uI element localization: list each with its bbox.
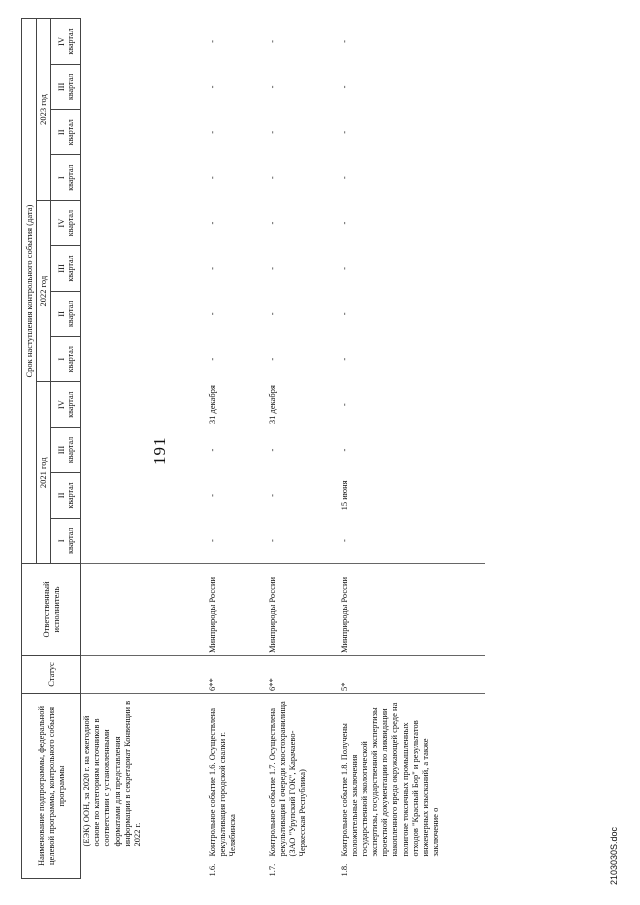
quarter-number: III [55, 82, 66, 92]
quarter-cell: - [266, 40, 277, 43]
header-quarter [51, 200, 81, 245]
row-number: 1.8. [338, 863, 349, 877]
event-name: Контрольное событие 1.8. Получены положительные заключения государственной экологической экспертизы, государственной экспертизы проектной документации по ликвидации накопленного вреда окружающей среде на полигоне токсичных промышленных отходов "Красный Бор" и результатов инженерных изысканий, а также заключение о [335, 694, 485, 859]
header-year: 2021 год [37, 382, 51, 564]
header-quarter [51, 518, 81, 563]
quarter-cell: - [266, 221, 277, 225]
quarter-cell: 31 декабря [266, 385, 277, 425]
quarter-word: квартал [65, 436, 75, 464]
event-status [81, 656, 203, 694]
quarter-cell: - [266, 312, 277, 316]
quarter-cell: - [206, 40, 217, 43]
quarter-cell [81, 382, 203, 427]
header-quarter [51, 64, 81, 109]
quarter-cell: - [266, 448, 277, 452]
quarter-cell: - [206, 312, 217, 316]
header-quarter [51, 291, 81, 336]
header-name: Наименование подпрограммы, федеральной целевой программы, контрольного события программы [22, 694, 81, 879]
quarter-word: квартал [65, 391, 75, 418]
quarter-number: I [55, 176, 66, 180]
quarter-cell: - [266, 357, 277, 361]
responsible-executor: Минприроды России [203, 564, 263, 656]
quarter-cell: - [206, 267, 217, 270]
quarter-cell: - [338, 448, 349, 452]
quarter-cell: - [338, 85, 349, 89]
responsible-executor [81, 564, 203, 656]
table-row [81, 19, 203, 879]
quarter-number: IV [55, 218, 66, 228]
quarter-cell: - [266, 494, 277, 497]
header-quarter [51, 427, 81, 472]
event-name: Контрольное событие 1.7. Осуществлена рекультивация I очереди хвостохранилища (ЗАО "Урупский ГОК", Карачаево-Черкесская Республика) [263, 694, 335, 859]
quarter-word: квартал [65, 255, 75, 282]
quarter-cell: - [338, 130, 349, 134]
row-number [81, 859, 203, 879]
quarter-cell [81, 473, 203, 518]
quarter-cell [81, 337, 203, 382]
quarter-cell: - [338, 357, 349, 361]
header-quarter [51, 473, 81, 518]
header-quarter [51, 19, 81, 64]
quarter-word: квартал [65, 209, 75, 237]
quarter-cell [81, 64, 203, 109]
quarter-cell [81, 200, 203, 245]
quarter-cell: 31 декабря [206, 385, 217, 425]
event-status: 6** [203, 656, 263, 694]
row-number: 1.6. [206, 863, 217, 877]
quarter-number: II [55, 129, 66, 136]
header-quarter [51, 246, 81, 291]
quarter-number: II [55, 492, 66, 499]
event-status: 6** [263, 656, 335, 694]
quarter-cell: - [206, 221, 217, 225]
event-name: (ЕЭК) ООН, за 2020 г. на ежегодной основе по категориям источников в соответствии с установленными форматами для представления информации в секретариат Конвенции в 2022 г. [81, 694, 203, 859]
quarter-cell: - [266, 85, 277, 89]
responsible-executor: Минприроды России [335, 564, 485, 656]
quarter-cell [81, 155, 203, 200]
quarter-word: квартал [65, 527, 75, 554]
control-events-table [21, 18, 485, 879]
quarter-number: III [55, 445, 66, 455]
quarter-cell: - [338, 40, 349, 43]
quarter-cell: - [338, 176, 349, 180]
quarter-cell: - [266, 539, 277, 542]
quarter-cell: - [206, 539, 217, 542]
quarter-cell [81, 518, 203, 563]
header-year: 2023 год [37, 19, 51, 201]
quarter-cell: 15 июня [338, 480, 349, 511]
page-number: 191 [150, 436, 169, 465]
quarter-cell: - [338, 539, 349, 542]
quarter-cell: - [266, 267, 277, 270]
quarter-cell: - [338, 403, 349, 407]
quarter-cell [81, 110, 203, 155]
header-quarter [51, 337, 81, 382]
quarter-word: квартал [65, 28, 75, 55]
quarter-word: квартал [65, 164, 75, 191]
event-name: Контрольное событие 1.6. Осуществлена рекультивация городской свалки г. Челябинска [203, 694, 263, 859]
quarter-word: квартал [65, 482, 75, 509]
quarter-cell: - [266, 130, 277, 134]
quarter-cell: - [338, 312, 349, 316]
quarter-number: III [55, 264, 66, 273]
header-deadline: Срок наступления контрольного события (дата) [22, 19, 37, 564]
quarter-cell: - [338, 221, 349, 225]
quarter-number: I [55, 357, 66, 361]
table-row [203, 19, 263, 879]
table-row [335, 19, 485, 879]
quarter-number: IV [55, 36, 66, 46]
footer-filename: 2103030S.doc [609, 826, 619, 885]
quarter-number: I [55, 539, 66, 543]
quarter-word: квартал [65, 73, 75, 101]
quarter-cell: - [266, 176, 277, 180]
quarter-number: IV [55, 400, 66, 410]
quarter-cell: - [206, 448, 217, 452]
quarter-cell [81, 427, 203, 472]
header-executor: Ответственный исполнитель [22, 564, 81, 656]
quarter-cell: - [206, 85, 217, 89]
header-quarter [51, 155, 81, 200]
quarter-cell: - [206, 494, 217, 497]
header-quarter [51, 382, 81, 427]
quarter-number: II [55, 311, 66, 317]
quarter-cell [81, 246, 203, 291]
quarter-cell [81, 19, 203, 64]
quarter-cell: - [206, 357, 217, 361]
row-number: 1.7. [266, 863, 277, 877]
quarter-word: квартал [65, 300, 75, 327]
header-status: Статус [22, 656, 81, 694]
quarter-cell: - [338, 267, 349, 270]
responsible-executor: Минприроды России [263, 564, 335, 656]
header-year: 2022 год [37, 200, 51, 382]
header-quarter [51, 110, 81, 155]
quarter-word: квартал [65, 346, 75, 373]
quarter-cell: - [206, 176, 217, 180]
quarter-cell [81, 291, 203, 336]
quarter-cell: - [206, 130, 217, 134]
table-row [263, 19, 335, 879]
event-status: 5* [335, 656, 485, 694]
quarter-word: квартал [65, 119, 75, 146]
table-body [81, 19, 485, 879]
